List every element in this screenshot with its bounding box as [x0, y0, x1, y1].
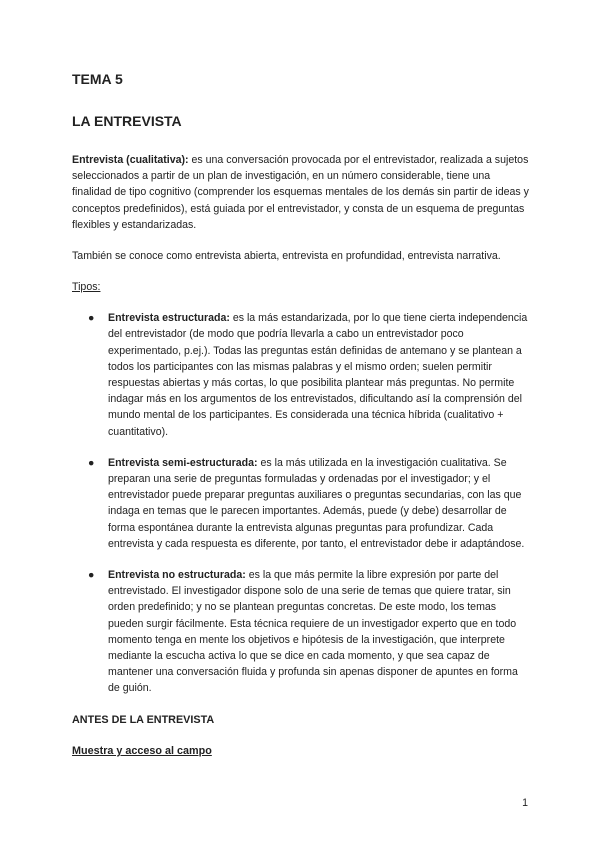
types-list	[72, 310, 532, 696]
document-page	[72, 70, 532, 759]
page-number: 1	[522, 797, 528, 809]
type-term: Entrevista estructurada:	[108, 312, 230, 325]
type-text: es la que más permite la libre expresión por parte del entrevistado. El investigador dispone solo de una serie de temas que quiere tratar, sin orden predefinido; y no se plantean preguntas concretas. De este modo, los temas pueden surgir fácilmente. Esta técnica requiere de un investigador experto que en todo momento tenga en mente los objetivos e hipótesis de la investigación, que interprete mediante la escucha activa lo que se dice en cada momento, y que sea capaz de mantener una conversación fluida y profunda sin apenas disponer de apuntes en forma de guión.	[108, 569, 518, 695]
bullet-icon: ●	[88, 569, 95, 582]
definition-text: es una conversación provocada por el entrevistador, realizada a sujetos seleccionados a partir de un plan de investigación, en un número considerable, tiene una finalidad de tipo cognitivo (comprender los esquemas mentales de los demás sin partir de ideas y conceptos predefinidos), está guiada por el entrevistador, y consta de un esquema de preguntas flexibles y estandarizadas.	[72, 154, 529, 231]
type-text: es la más utilizada en la investigación cualitativa. Se preparan una serie de preguntas formuladas y ordenadas por el investigador; y el entrevistador puede preparar preguntas auxiliares o preguntas secundarias, con las que indaga en temas que le parecen importantes. Además, puede (y debe) desarrollar de forma espontánea durante la entrevista algunas preguntas para profundizar. Cada entrevista y cada respuesta es diferente, por tanto, el entrevistador debe ir adaptándose.	[108, 456, 525, 550]
bullet-icon: ●	[88, 312, 95, 325]
also-known-paragraph: También se conoce como entrevista abierta, entrevista en profundidad, entrevista narrativa.	[72, 250, 501, 263]
list-item-semi-structured	[72, 455, 532, 552]
section-heading: ANTES DE LA ENTREVISTA	[72, 713, 215, 726]
definition-term: Entrevista (cualitativa):	[72, 154, 189, 166]
bullet-icon: ●	[88, 456, 95, 469]
document-title: LA ENTREVISTA	[72, 113, 182, 129]
topic-number-heading: TEMA 5	[72, 71, 123, 87]
sub-heading: Muestra y acceso al campo	[72, 744, 212, 757]
list-item-structured	[72, 310, 532, 440]
type-term: Entrevista semi-estructurada:	[108, 456, 258, 469]
types-label: Tipos:	[72, 281, 101, 294]
list-item-unstructured	[72, 567, 532, 697]
type-term: Entrevista no estructurada:	[108, 569, 246, 582]
type-text: es la más estandarizada, por lo que tiene cierta independencia del entrevistador (de modo que podría llevarla a cabo un entrevistador poco experimentado, p.ej.). Todas las preguntas están definidas de antemano y se plantean a todos los participantes con las mismas palabras y el mismo orden; suelen permitir respuestas abiertas y más cortas, lo que posibilita plantear más preguntas. No permite indagar más en los argumentos de los entrevistados, dificultando así la comprensión del mundo mental de los participantes. Es considerada una técnica híbrida (cualitativo + cuantitativo).	[108, 312, 528, 438]
definition-paragraph	[72, 152, 532, 233]
